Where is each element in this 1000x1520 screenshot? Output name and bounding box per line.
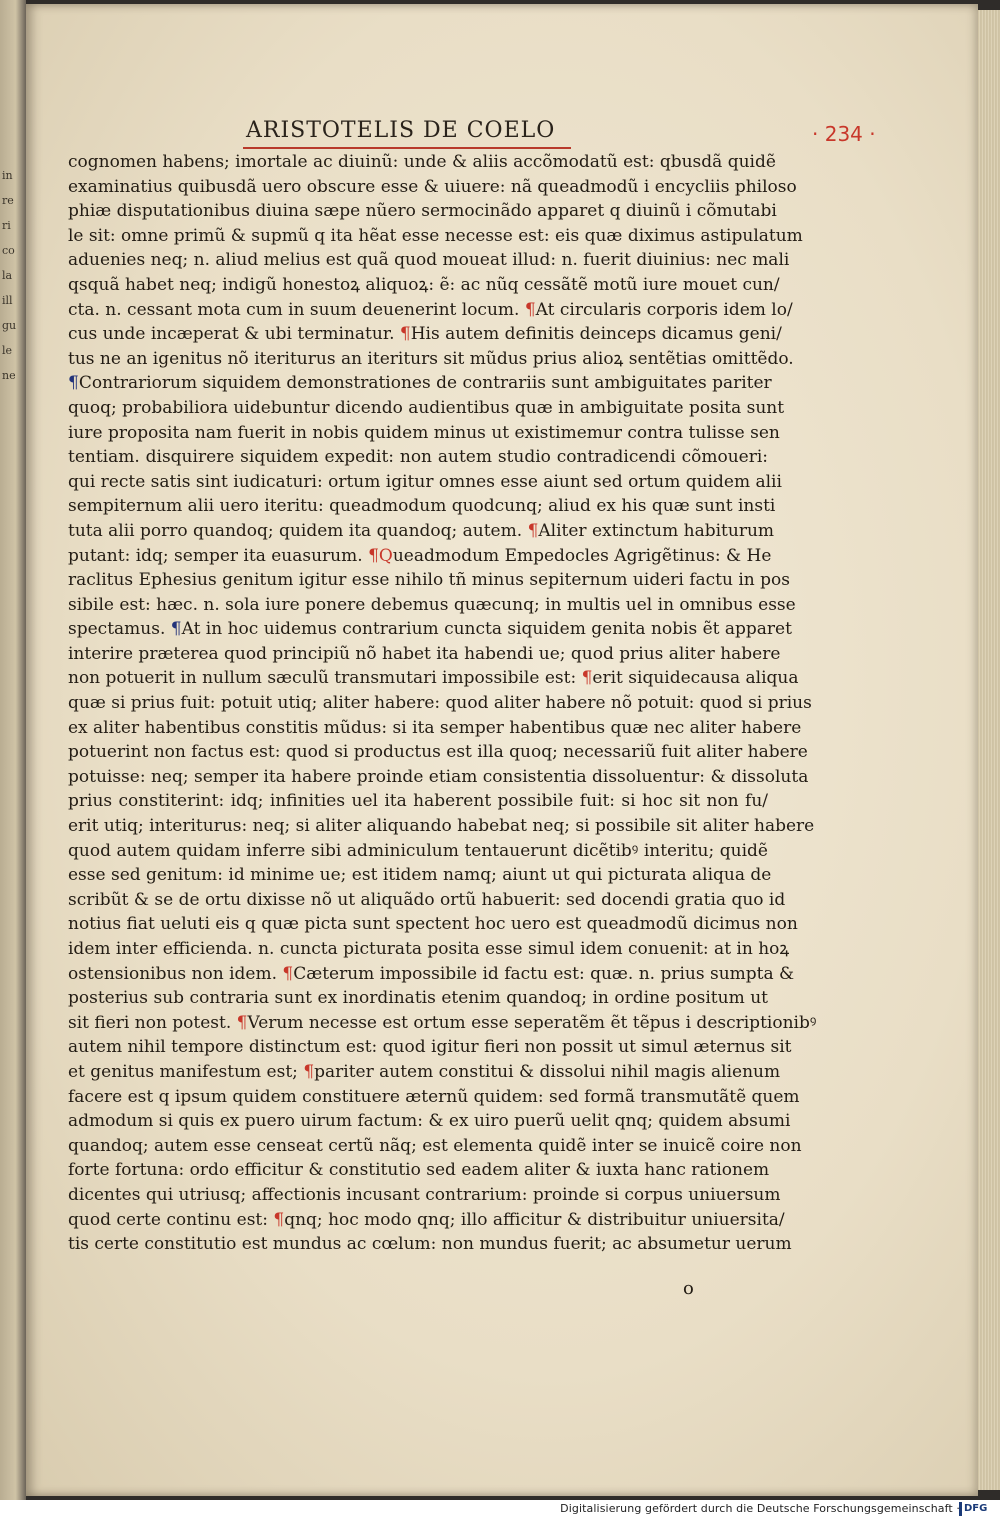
left-page-fragment: in [2, 169, 13, 182]
rubric-mark: ¶ [273, 1209, 285, 1230]
text-line [68, 986, 768, 1011]
rubric-mark: ¶ [524, 299, 536, 320]
rubric-mark: ¶ [170, 619, 182, 640]
text-line [68, 666, 799, 691]
dfg-logo: DFG [959, 1502, 992, 1516]
text-line [68, 1232, 792, 1257]
left-page-edge [0, 0, 26, 1500]
text-line [68, 519, 775, 544]
left-page-fragment: le [2, 344, 13, 357]
text-line [68, 593, 796, 618]
text-run: At in hoc uidemus contrarium cuncta siquidem genita nobis ẽt apparet [181, 619, 792, 640]
text-run: ueadmodum Empedocles Agrigẽtinus: & He [392, 545, 772, 566]
text-line [68, 248, 790, 273]
text-run: cus unde incæperat & ubi terminatur. [68, 324, 400, 345]
text-line [68, 1183, 781, 1208]
text-line [68, 421, 780, 446]
text-line [68, 568, 790, 593]
left-page-fragment: ill [2, 294, 13, 307]
text-run: erit utiq; interiturus: neq; si aliter aliquando habebat neq; si possibile sit aliter habere [68, 816, 815, 837]
left-page-fragment: la [2, 269, 13, 282]
running-head: ARISTOTELIS DE COELO [246, 118, 556, 143]
text-line [68, 298, 793, 323]
text-run: non potuerit in nullum sæculũ transmutari impossibile est: [68, 668, 582, 689]
text-line [68, 1035, 792, 1060]
text-line [68, 470, 782, 495]
text-run: potuisse: neq; semper ita habere proinde etiam consistentia dissoluentur: & dissoluta [68, 766, 809, 787]
text-line [68, 1109, 791, 1134]
rubric-mark: Q [378, 545, 393, 566]
footer-bar [0, 1500, 1000, 1520]
text-run: tuta alii porro quandoq; quidem ita quandoq; autem. [68, 520, 528, 541]
text-run: idem inter efficienda. n. cuncta picturata posita esse simul idem conuenit: at in hoꝝ [68, 939, 790, 959]
text-run: putant: idq; semper ita euasurum. [68, 545, 369, 566]
text-line [68, 1085, 800, 1110]
rubric-mark: ¶ [236, 1012, 248, 1033]
folio-number: · 234 · [812, 122, 876, 146]
text-run: Cæterum impossibile id factu est: quæ. n. prius sumpta & [293, 963, 795, 984]
text-run: facere est q ipsum quidem constituere æternũ quidem: sed formã transmutãtẽ quem [68, 1086, 800, 1107]
left-page-fragment: gu [2, 319, 17, 332]
footer-credit: Digitalisierung gefördert durch die Deutsche Forschungsgemeinschaft · [560, 1502, 960, 1515]
text-run: erit siquidecausa aliqua [592, 668, 799, 689]
text-line [68, 765, 809, 790]
text-line [68, 839, 768, 864]
text-run: qsquã habet neq; indigũ honestoꝝ aliquoꝝ: ẽ: ac nũq cessãtẽ motũ iure mouet cun/ [68, 274, 780, 295]
text-run: His autem definitis deinceps dicamus geni/ [410, 324, 782, 345]
text-line [68, 888, 786, 913]
text-line [68, 863, 772, 888]
text-line [68, 494, 776, 519]
text-run: tus ne an igenitus nõ iteriturus an iteriturs sit mũdus prius alioꝝ sentẽtias omittẽdo. [68, 348, 794, 369]
text-line [68, 617, 792, 642]
text-line [68, 1158, 768, 1183]
text-line [68, 962, 795, 987]
text-run: quod certe continu est: [68, 1209, 274, 1230]
rubric-mark: ¶ [581, 668, 593, 689]
text-run: pariter autem constitui & dissolui nihil magis alienum [314, 1061, 781, 1082]
text-run: quandoq; autem esse censeat certũ nãq; est elementa quidẽ inter se inuicẽ coire non [68, 1135, 802, 1156]
text-line [68, 814, 815, 839]
text-run: quod autem quidam inferre sibi adminiculum tentauerunt dicẽtibꝰ interitu; quidẽ [68, 840, 768, 861]
text-run: quoq; probabiliora uidebuntur dicendo audientibus quæ in ambiguitate posita sunt [68, 397, 785, 418]
text-line [68, 371, 772, 396]
text-run: spectamus. [68, 619, 171, 640]
text-run: Contrariorum siquidem demonstrationes de contrariis sunt ambiguitates pariter [78, 373, 772, 394]
rubric-mark: ¶ [399, 324, 411, 345]
text-run: esse sed genitum: id minime ue; est itidem namq; aiunt ut qui picturata aliqua de [68, 865, 772, 886]
text-run: notius fiat ueluti eis q quæ picta sunt spectent hoc uero est queadmodũ dicimus non [68, 914, 798, 935]
text-run: sit fieri non potest. [68, 1012, 237, 1033]
text-line [68, 1208, 785, 1233]
rubric-mark: ¶ [368, 545, 379, 566]
text-run: prius constiterint: idq; infinities uel ita haberent possibile fuit: si hoc sit non fu/ [68, 791, 768, 812]
text-run: Aliter extinctum habiturum [538, 520, 775, 541]
text-run: iure proposita nam fuerit in nobis quidem minus ut existimemur contra tulisse sen [68, 422, 780, 443]
left-page-fragment: ne [2, 369, 16, 382]
text-run: qui recte satis sint iudicaturi: ortum igitur omnes esse aiunt sed ortum quidem alii [68, 471, 782, 492]
text-line [68, 642, 781, 667]
text-run: aduenies neq; n. aliud melius est quã quod moueat illud: n. fuerit diuinius: nec mali [68, 250, 790, 271]
text-line [68, 175, 797, 200]
text-run: potuerint non factus est: quod si productus est illa quoq; necessariũ fuit aliter habere [68, 742, 808, 763]
text-line [68, 1060, 781, 1085]
text-line [68, 544, 772, 569]
left-page-fragment: ri [2, 219, 11, 232]
text-line [68, 691, 812, 716]
text-line [68, 789, 768, 814]
text-run: forte fortuna: ordo efficitur & constitutio sed eadem aliter & iuxta hanc rationem [68, 1160, 770, 1181]
text-line [68, 716, 802, 741]
text-run: admodum si quis ex puero uirum factum: & ex uiro puerũ uelit qnq; quidem absumi [68, 1111, 791, 1132]
text-line [68, 1011, 817, 1036]
text-line [68, 199, 777, 224]
text-run: examinatius quibusdã uero obscure esse & uiuere: nã queadmodũ i encycliis philoso [68, 176, 797, 197]
left-page-fragment: co [2, 244, 15, 257]
text-run: dicentes qui utriusq; affectionis incusant contrarium: proinde si corpus uniuersum [68, 1184, 781, 1205]
text-run: At circularis corporis idem lo/ [535, 299, 793, 320]
text-line [68, 347, 794, 372]
text-run: cta. n. cessant mota cum in suum deuenerint locum. [68, 299, 525, 320]
text-run: raclitus Ephesius genitum igitur esse nihilo tñ minus sepiternum uideri factu in pos [68, 570, 790, 591]
signature-mark: o [683, 1278, 694, 1299]
text-line [68, 740, 808, 765]
text-run: qnq; hoc modo qnq; illo afficitur & distribuitur uniuersita/ [284, 1209, 785, 1230]
text-run: quæ si prius fuit: potuit utiq; aliter habere: quod aliter habere nõ potuit: quod si prius [68, 693, 812, 714]
text-line [68, 912, 798, 937]
text-run: et genitus manifestum est; [68, 1061, 304, 1082]
text-run: le sit: omne primũ & supmũ q ita hẽat esse necesse est: eis quæ diximus astipulatum [68, 225, 803, 246]
text-line [68, 150, 776, 175]
rubric-mark: ¶ [68, 373, 79, 394]
running-head-underline [243, 147, 571, 149]
text-run: ex aliter habentibus constitis mũdus: si ita semper habentibus quæ nec aliter habere [68, 717, 802, 738]
text-run: tis certe constitutio est mundus ac cœlum: non mundus fuerit; ac absumetur uerum [68, 1234, 792, 1255]
text-run: phiæ disputationibus diuina sæpe nũero sermocinãdo apparet q diuinũ i cõmutabi [68, 201, 777, 222]
text-line [68, 445, 768, 470]
text-run: Verum necesse est ortum esse seperatẽm ẽt tẽpus i descriptionibꝰ [247, 1012, 817, 1033]
text-run: sempiternum alii uero iteritu: queadmodum quodcunq; aliud ex his quæ sunt insti [68, 496, 776, 517]
text-line [68, 937, 790, 962]
left-page-fragment: re [2, 194, 14, 207]
rubric-mark: ¶ [303, 1061, 315, 1082]
page-fore-edge [978, 10, 1000, 1490]
text-line [68, 1134, 802, 1159]
text-run: posterius sub contraria sunt ex inordinatis etenim quandoq; in ordine positum ut [68, 988, 768, 1009]
text-line [68, 322, 782, 347]
text-run: sibile est: hæc. n. sola iure ponere debemus quæcunq; in multis uel in omnibus esse [68, 594, 796, 615]
text-run: interire præterea quod principiũ nõ habet ita habendi ue; quod prius aliter habere [68, 643, 781, 664]
text-line [68, 396, 785, 421]
text-line [68, 273, 780, 298]
body-text [68, 150, 817, 1257]
text-run: tentiam. disquirere siquidem expedit: non autem studio contradicendi cõmoueri: [68, 447, 768, 468]
text-run: cognomen habens; imortale ac diuinũ: unde & aliis accõmodatũ est: qbusdã quidẽ [68, 152, 776, 172]
text-line [68, 224, 803, 249]
rubric-mark: ¶ [282, 963, 294, 984]
rubric-mark: ¶ [527, 520, 539, 541]
text-run: ostensionibus non idem. [68, 963, 283, 984]
text-run: autem nihil tempore distinctum est: quod igitur fieri non possit ut simul æternus sit [68, 1037, 792, 1058]
text-run: scribũt & se de ortu dixisse nõ ut aliquãdo ortũ habuerit: sed docendi gratia quo id [68, 889, 786, 910]
